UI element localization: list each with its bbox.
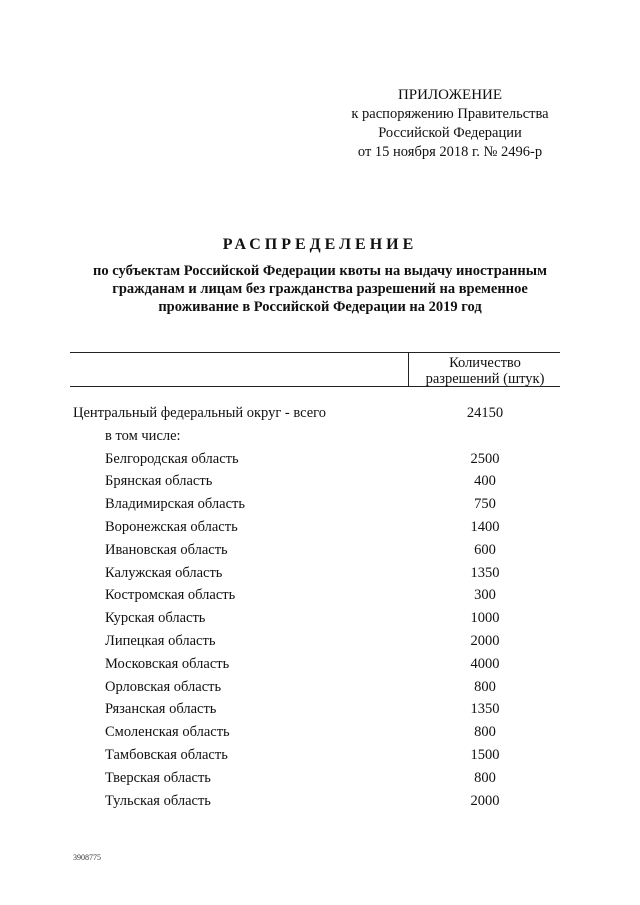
table-header-rule [70, 386, 560, 387]
region-name: Тверская область [105, 769, 211, 786]
subtitle-line-3: проживание в Российской Федерации на 2019 год [158, 299, 482, 315]
table-row [0, 519, 640, 542]
table-row [0, 565, 640, 588]
table-column-divider [408, 352, 409, 386]
region-name: Калужская область [105, 564, 223, 581]
table-row [0, 451, 640, 474]
quota-value: 1350 [470, 564, 500, 581]
quota-value: 300 [474, 587, 496, 604]
region-name: Рязанская область [105, 701, 217, 718]
quota-value: 600 [474, 541, 496, 558]
table-row [0, 496, 640, 519]
appendix-line-1: к распоряжению Правительства [351, 106, 549, 122]
table-row [0, 633, 640, 656]
document-code: 3908775 [73, 853, 101, 862]
quota-value: 1400 [470, 518, 500, 535]
region-name: Тульская область [105, 792, 211, 809]
column-header-line-1: Количество [449, 355, 521, 371]
table-row [0, 724, 640, 747]
table-row [0, 473, 640, 496]
quota-value: 800 [474, 724, 496, 741]
quota-value: 750 [474, 496, 496, 513]
table-row [0, 405, 640, 428]
table-row [0, 747, 640, 770]
appendix-block [330, 86, 570, 162]
table-row [0, 610, 640, 633]
quota-value: 2500 [470, 450, 500, 467]
table-row [0, 656, 640, 679]
table-row [0, 793, 640, 816]
table-top-rule [70, 352, 560, 353]
document-title: РАСПРЕДЕЛЕНИЕ [222, 236, 418, 253]
appendix-line-2: Российской Федерации [378, 125, 522, 141]
quota-value: 1000 [470, 610, 500, 627]
quota-value: 2000 [470, 792, 500, 809]
subtitle-line-1: по субъектам Российской Федерации квоты на выдачу иностранным [93, 263, 547, 279]
region-name: Тамбовская область [105, 746, 228, 763]
appendix-heading: ПРИЛОЖЕНИЕ [397, 87, 503, 103]
region-name: Белгородская область [105, 450, 239, 467]
quota-value: 4000 [470, 655, 500, 672]
region-name: Центральный федеральный округ - всего [73, 405, 327, 421]
table-row [0, 587, 640, 610]
region-name: в том числе: [105, 427, 181, 444]
table-row [0, 542, 640, 565]
appendix-line-3: от 15 ноября 2018 г. № 2496-р [357, 144, 543, 160]
region-name: Воронежская область [105, 518, 238, 535]
quota-value: 2000 [470, 632, 500, 649]
region-name: Смоленская область [105, 724, 230, 741]
subtitle-line-2: гражданам и лицам без гражданства разрешений на временное [112, 281, 528, 297]
table-row [0, 428, 640, 451]
table-row [0, 679, 640, 702]
quota-value: 400 [474, 473, 496, 490]
quota-value: 800 [474, 678, 496, 695]
column-header-line-2: разрешений (штук) [425, 371, 545, 387]
region-name: Курская область [105, 610, 206, 627]
region-name: Костромская область [105, 587, 236, 604]
quota-value: 800 [474, 769, 496, 786]
region-name: Московская область [105, 655, 230, 672]
region-name: Брянская область [105, 473, 213, 490]
table-row [0, 770, 640, 793]
region-name: Ивановская область [105, 541, 228, 558]
document-subtitle [70, 262, 570, 316]
table-row [0, 701, 640, 724]
region-name: Владимирская область [105, 496, 245, 513]
quota-value: 1500 [470, 746, 500, 763]
quota-value: 1350 [470, 701, 500, 718]
region-name: Липецкая область [105, 632, 216, 649]
table-body [0, 405, 640, 815]
region-name: Орловская область [105, 678, 222, 695]
quota-value: 24150 [466, 405, 504, 421]
column-header-quantity [410, 355, 560, 387]
